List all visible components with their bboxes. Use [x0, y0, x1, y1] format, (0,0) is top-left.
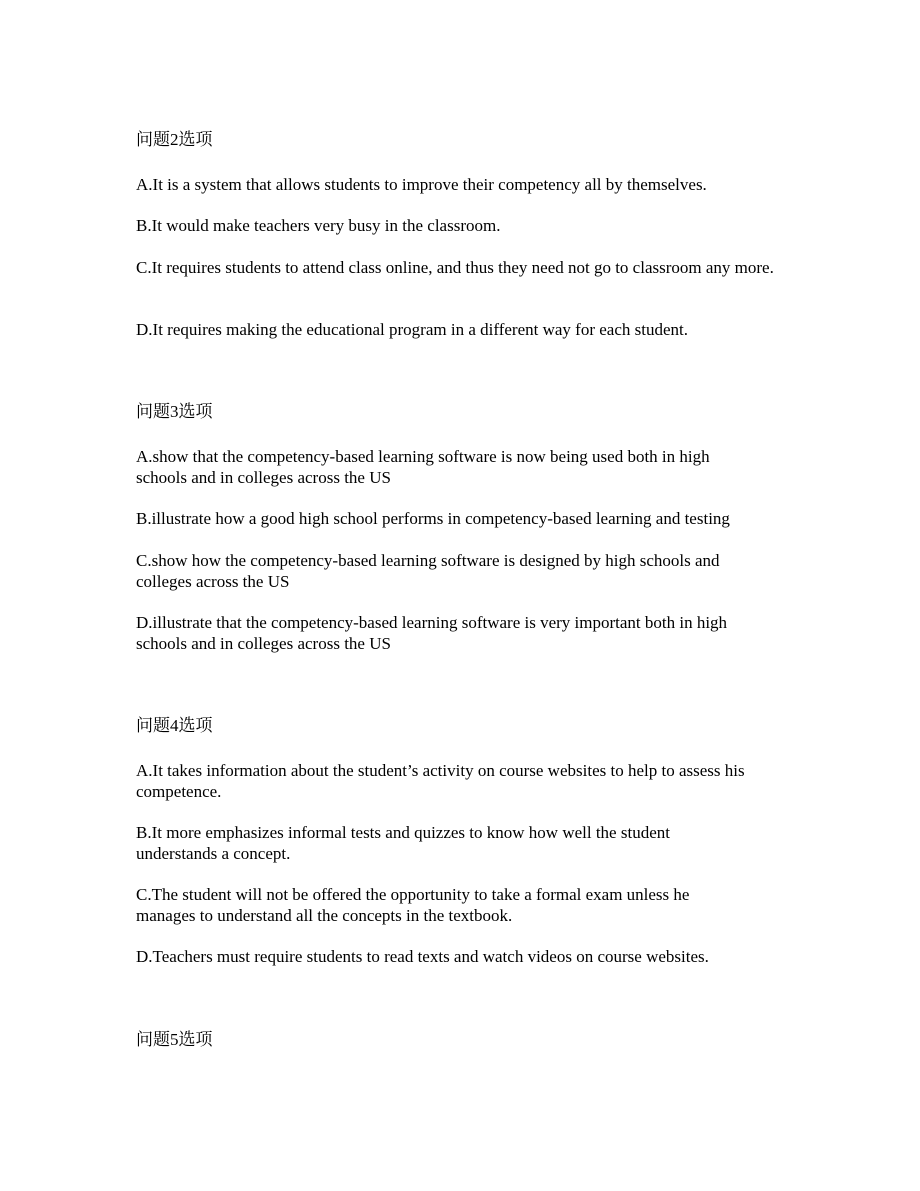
question-4-heading: 问题4选项 [136, 716, 213, 735]
question-3-section [136, 401, 796, 422]
question-2-option-c: C.It requires students to attend class online, and thus they need not go to classroom any more. [136, 258, 774, 277]
question-3-option-b: B.illustrate how a good high school performs in competency-based learning and testing [136, 509, 730, 528]
question-3-option-d: D.illustrate that the competency-based learning software is very important both in high schools and in colleges across the US [136, 613, 728, 653]
question-2-option-d: D.It requires making the educational program in a different way for each student. [136, 320, 688, 339]
question-2-section [136, 129, 796, 150]
question-2-heading: 问题2选项 [136, 130, 213, 149]
question-4-option-d: D.Teachers must require students to read texts and watch videos on course websites. [136, 947, 709, 966]
question-5-heading: 问题5选项 [136, 1030, 213, 1049]
question-3-option-c: C.show how the competency-based learning software is designed by high schools and colleges across the US [136, 551, 720, 591]
question-3-heading: 问题3选项 [136, 402, 213, 421]
question-4-section [136, 715, 796, 736]
question-3-option-a: A.show that the competency-based learning software is now being used both in high schools and in colleges across the US [136, 447, 710, 487]
question-4-option-a: A.It takes information about the student’s activity on course websites to help to assess his competence. [136, 761, 745, 801]
question-4-option-b: B.It more emphasizes informal tests and quizzes to know how well the student understands a concept. [136, 823, 670, 863]
question-2-option-b: B.It would make teachers very busy in the classroom. [136, 216, 501, 235]
question-2-option-a: A.It is a system that allows students to improve their competency all by themselves. [136, 175, 707, 194]
question-4-option-c: C.The student will not be offered the opportunity to take a formal exam unless he manages to understand all the concepts in the textbook. [136, 885, 690, 925]
question-5-section [136, 1029, 796, 1050]
